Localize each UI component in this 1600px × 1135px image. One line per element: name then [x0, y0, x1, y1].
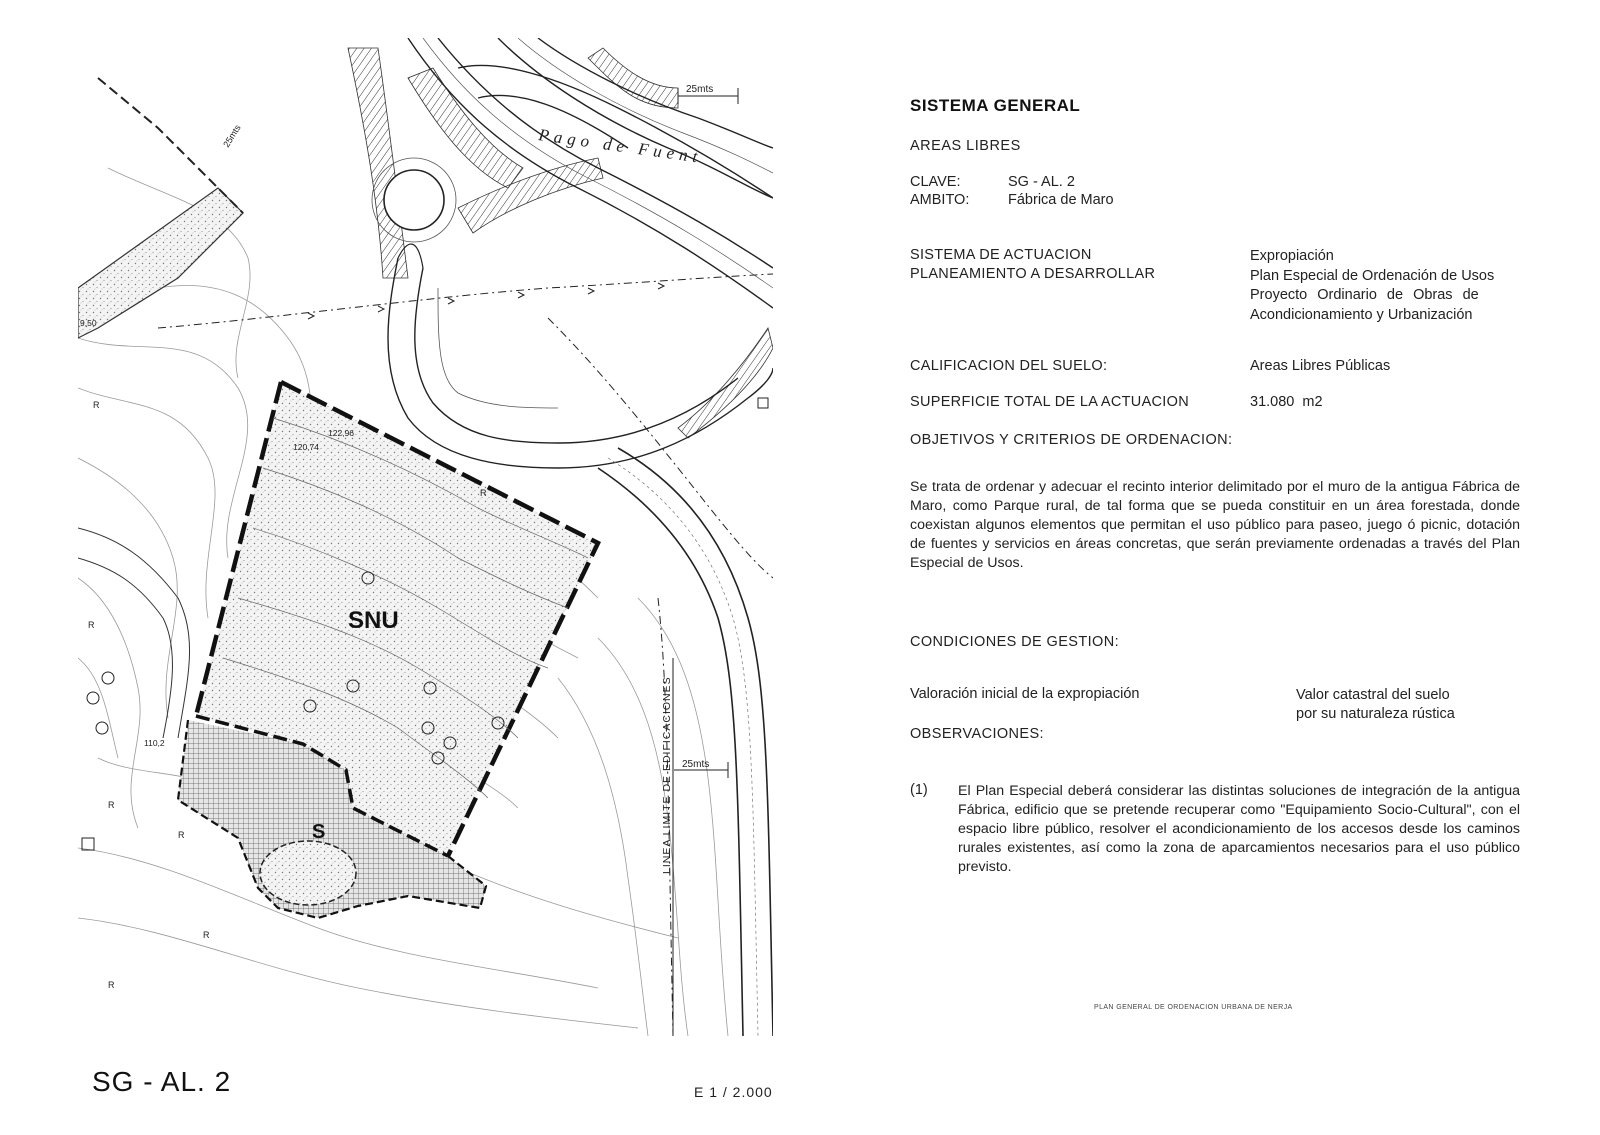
map-dimension-top: 25mts	[686, 84, 714, 95]
sheet-title: SISTEMA GENERAL	[910, 96, 1081, 115]
planeamiento-line: Plan Especial de Ordenación de Usos	[1250, 267, 1495, 284]
objetivos-heading: OBJETIVOS Y CRITERIOS DE ORDENACION:	[910, 432, 1233, 448]
clave-value: SG - AL. 2	[1008, 174, 1075, 190]
map-elevation: 110,2	[144, 738, 165, 748]
calificacion-label: CALIFICACION DEL SUELO:	[910, 358, 1108, 374]
map-elevation: 120,74	[293, 442, 319, 452]
plan-code: SG - AL. 2	[92, 1066, 232, 1097]
clave-label: CLAVE:	[910, 174, 961, 190]
map-setback-label: LINEA LIMITE DE EDIFICACIONES	[661, 676, 673, 874]
map-dimension-right: 25mts	[682, 759, 710, 770]
observation-number: (1)	[910, 782, 928, 798]
sheet-subtitle: AREAS LIBRES	[910, 138, 1021, 154]
ambito-row	[910, 192, 1114, 208]
map-spot-label: R	[93, 400, 100, 410]
superficie-value: 31.080 m2	[1250, 394, 1323, 410]
map-spot-label: R	[88, 620, 95, 630]
observaciones-heading: OBSERVACIONES:	[910, 726, 1044, 742]
site-plan-map	[78, 38, 773, 1036]
calificacion-value: Areas Libres Públicas	[1250, 358, 1391, 374]
sistema-value: Expropiación	[1250, 248, 1334, 264]
sistema-label: SISTEMA DE ACTUACION	[910, 247, 1092, 263]
ambito-value: Fábrica de Maro	[1008, 192, 1114, 208]
map-spot-label: R	[178, 830, 185, 840]
observation-text: El Plan Especial deberá considerar las distintas soluciones de integración de la antigua Fábrica, edificio que se pretende recuperar como "Equipamiento Socio-Cultural", con el espacio libre público, resolver el acondicionamiento de los accesos desde los caminos rurales existentes, así como la zona de aparcamientos necesarios para el uso público previsto.	[958, 783, 1520, 875]
map-spot-label: R	[108, 800, 115, 810]
map-dimension-left: 25mts	[221, 122, 243, 150]
superficie-label: SUPERFICIE TOTAL DE LA ACTUACION	[910, 394, 1189, 410]
gestion-value-line: Valor catastral del suelo	[1296, 687, 1450, 703]
map-elevation: 9,50	[80, 318, 97, 328]
planeamiento-label: PLANEAMIENTO A DESARROLLAR	[910, 266, 1156, 282]
sistema-values	[1250, 247, 1494, 325]
clave-row	[910, 174, 1075, 190]
planeamiento-line: Proyecto Ordinario de Obras de	[1250, 287, 1479, 303]
objetivos-text: Se trata de ordenar y adecuar el recinto interior delimitado por el muro de la antigua Fábrica de Maro, como Parque rural, de tal forma que se pueda constituir en un área forestada, donde coexistan algunos elementos que permitan el uso público para paseo, juego ó picnic, dotación de fuentes y servicios en áreas concretas, que serán previamente ordenadas a través del Plan Especial de Usos.	[910, 479, 1520, 571]
planeamiento-line: Acondicionamiento y Urbanización	[1250, 306, 1473, 323]
document-footer: PLAN GENERAL DE ORDENACION URBANA DE NERJA	[1094, 1004, 1293, 1011]
map-road-name: Pago de Fuent	[537, 125, 704, 167]
map-zone-snu: SNU	[348, 607, 399, 634]
gestion-value-line: por su naturaleza rústica	[1296, 706, 1455, 722]
ambito-label: AMBITO:	[910, 192, 970, 208]
gestion-heading: CONDICIONES DE GESTION:	[910, 634, 1119, 650]
map-spot-label: R	[108, 980, 115, 990]
gestion-label: Valoración inicial de la expropiación	[910, 686, 1140, 702]
map-zone-s: S	[312, 821, 326, 843]
plan-scale: E 1 / 2.000	[694, 1084, 773, 1100]
gestion-value	[1296, 686, 1455, 724]
map-spot-label: R	[203, 930, 210, 940]
map-spot-label: R	[480, 488, 487, 498]
map-elevation: 122,96	[328, 428, 354, 438]
